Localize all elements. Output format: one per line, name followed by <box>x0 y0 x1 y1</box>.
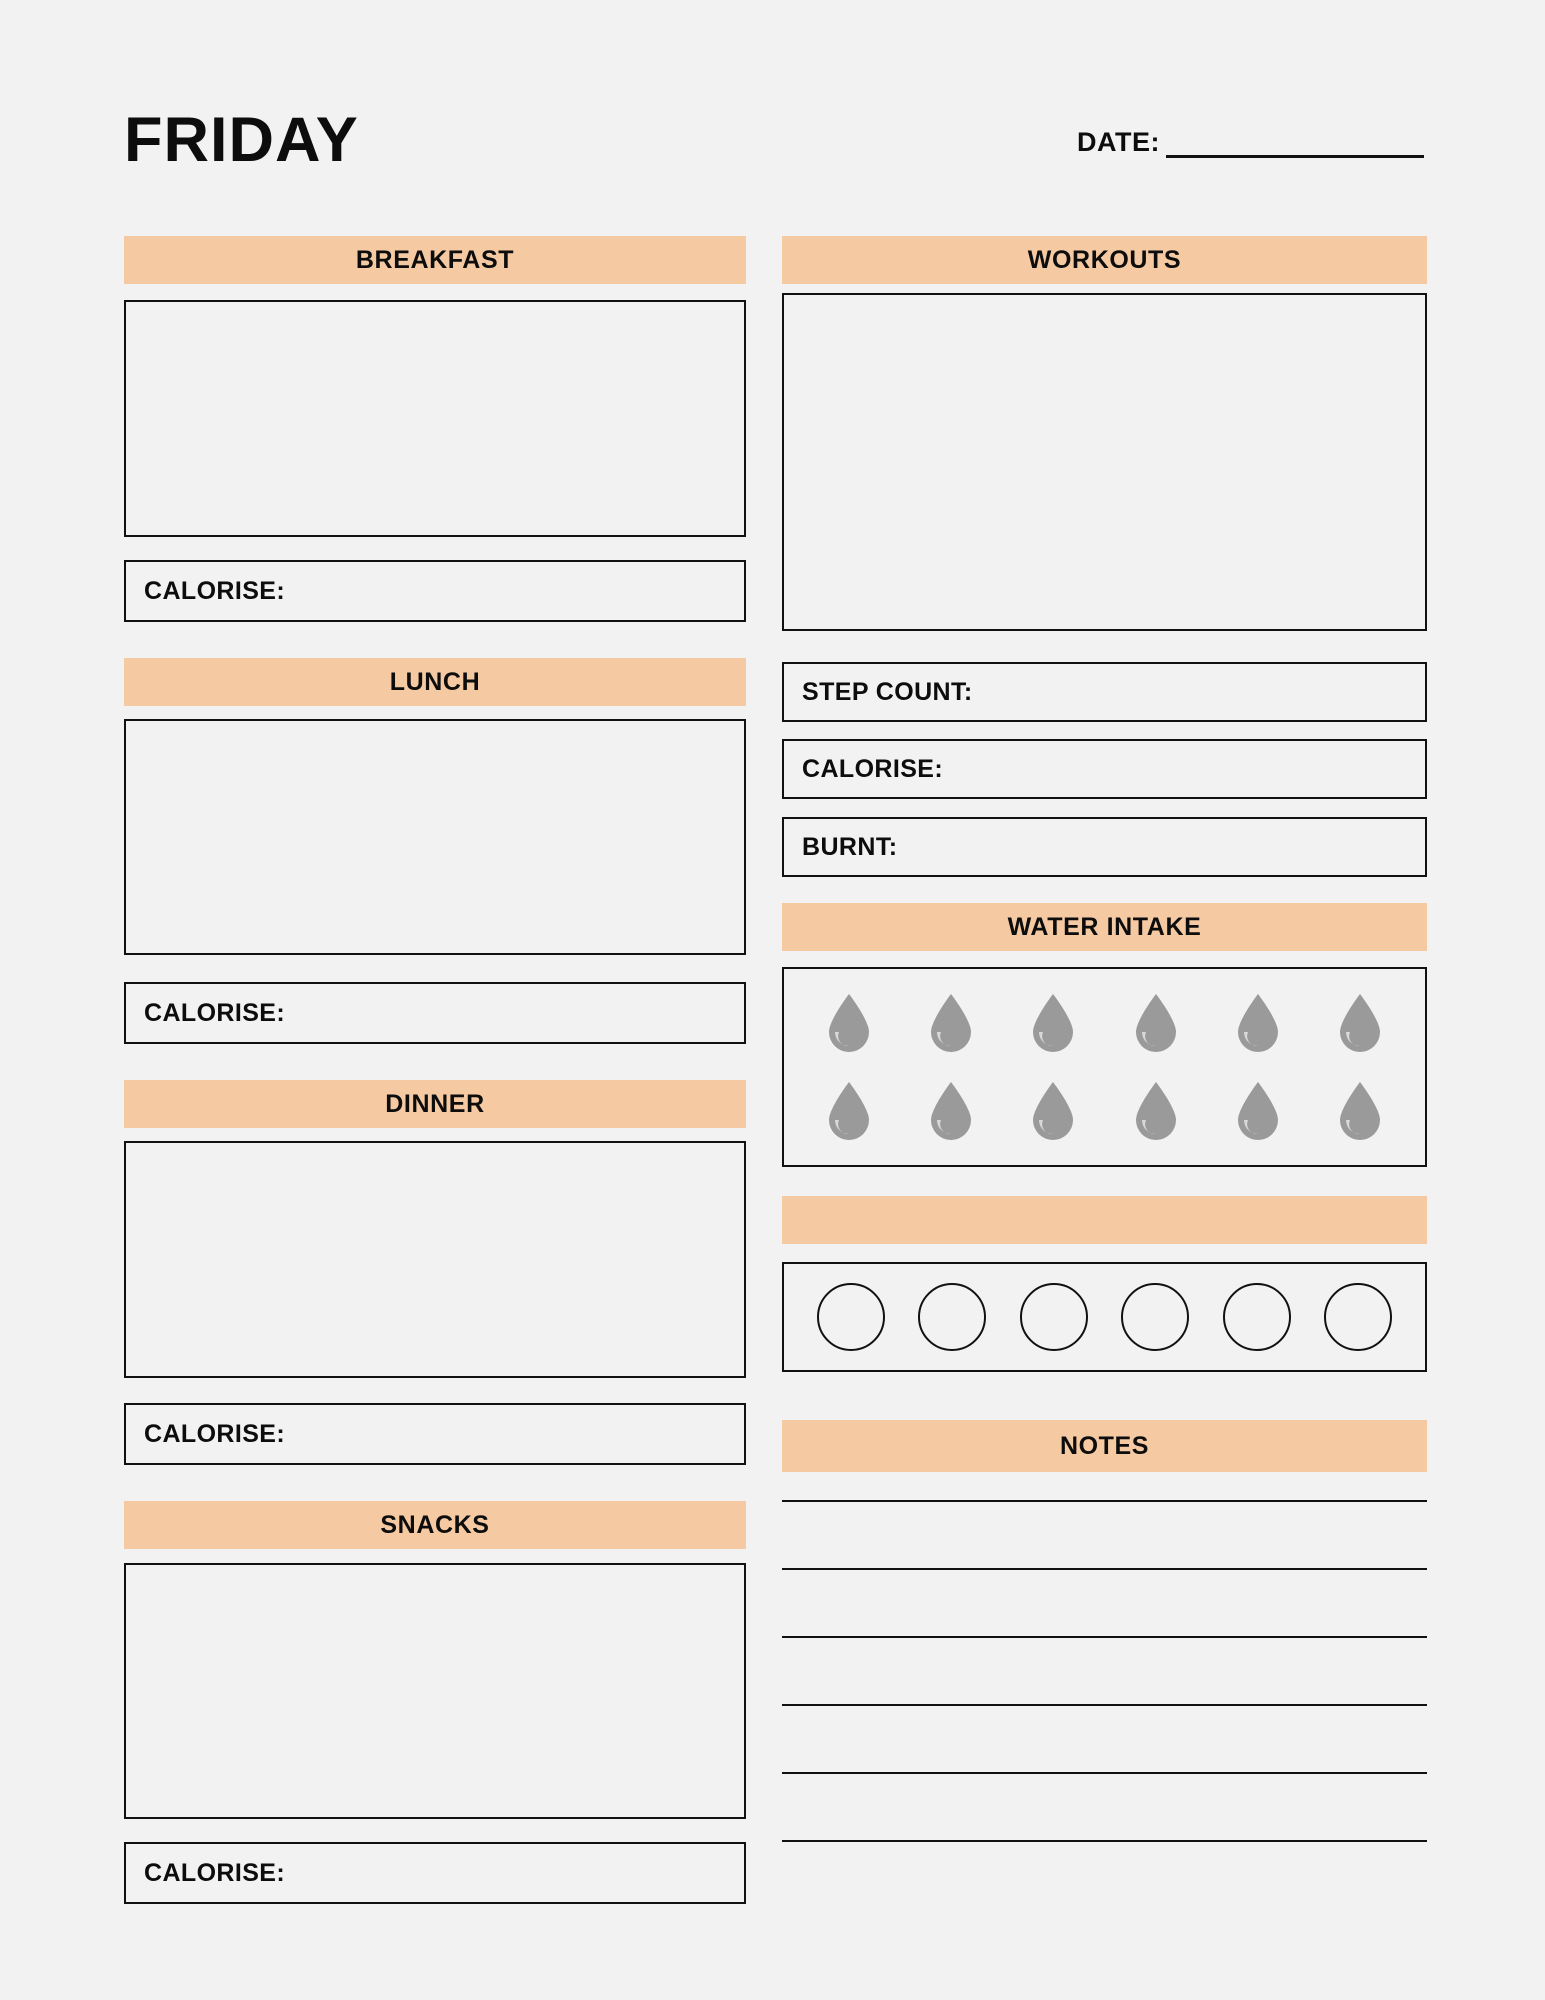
notes-line[interactable] <box>782 1636 1427 1638</box>
section-header-tracker <box>782 1196 1427 1244</box>
snacks-entry-box[interactable] <box>124 1563 746 1819</box>
water-drop-icon[interactable] <box>927 1080 975 1142</box>
water-drop-icon[interactable] <box>825 1080 873 1142</box>
workouts-title: WORKOUTS <box>1027 245 1182 274</box>
section-header-lunch <box>124 658 746 706</box>
section-header-snacks <box>124 1501 746 1549</box>
water-drop-icon[interactable] <box>1336 1080 1384 1142</box>
water-drop-icon[interactable] <box>1336 992 1384 1054</box>
page-title: FRIDAY <box>124 105 359 175</box>
tracker-circle[interactable] <box>1223 1283 1291 1351</box>
notes-line[interactable] <box>782 1500 1427 1502</box>
burnt-label: BURNT: <box>802 832 898 861</box>
workout-calories-field[interactable] <box>782 739 1427 799</box>
lunch-entry-box[interactable] <box>124 719 746 955</box>
section-header-water-intake <box>782 903 1427 951</box>
lunch-calories-label: CALORISE: <box>144 998 286 1027</box>
tracker-circle[interactable] <box>1324 1283 1392 1351</box>
tracker-circle[interactable] <box>918 1283 986 1351</box>
water-drop-icon[interactable] <box>1132 1080 1180 1142</box>
date-input[interactable] <box>1166 129 1424 158</box>
tracker-circle[interactable] <box>817 1283 885 1351</box>
notes-line[interactable] <box>782 1772 1427 1774</box>
burnt-field[interactable] <box>782 817 1427 877</box>
date-label: DATE: <box>1077 127 1160 157</box>
section-header-workouts <box>782 236 1427 284</box>
dinner-calories-field[interactable] <box>124 1403 746 1465</box>
lunch-title: LUNCH <box>389 667 481 696</box>
section-header-dinner <box>124 1080 746 1128</box>
section-header-notes <box>782 1420 1427 1472</box>
date-row <box>1077 127 1424 158</box>
dinner-title: DINNER <box>385 1089 485 1118</box>
page-header <box>124 105 1424 185</box>
notes-line[interactable] <box>782 1568 1427 1570</box>
water-drop-icon[interactable] <box>1234 1080 1282 1142</box>
snacks-calories-field[interactable] <box>124 1842 746 1904</box>
workouts-entry-box[interactable] <box>782 293 1427 631</box>
step-count-label: STEP COUNT: <box>802 677 973 706</box>
notes-line[interactable] <box>782 1840 1427 1842</box>
breakfast-calories-label: CALORISE: <box>144 576 286 605</box>
water-intake-title: WATER INTAKE <box>1007 912 1202 941</box>
notes-lines <box>782 1500 1427 1920</box>
breakfast-entry-box[interactable] <box>124 300 746 537</box>
dinner-calories-label: CALORISE: <box>144 1419 286 1448</box>
water-drop-icon[interactable] <box>1234 992 1282 1054</box>
water-drop-icon[interactable] <box>1132 992 1180 1054</box>
water-drop-icon[interactable] <box>1029 992 1077 1054</box>
notes-line[interactable] <box>782 1704 1427 1706</box>
dinner-entry-box[interactable] <box>124 1141 746 1378</box>
notes-title: NOTES <box>1059 1431 1150 1460</box>
water-intake-grid[interactable] <box>782 967 1427 1167</box>
water-drop-icon[interactable] <box>927 992 975 1054</box>
tracker-circles-row[interactable] <box>782 1262 1427 1372</box>
tracker-circle[interactable] <box>1020 1283 1088 1351</box>
section-header-breakfast <box>124 236 746 284</box>
step-count-field[interactable] <box>782 662 1427 722</box>
workout-calories-label: CALORISE: <box>802 754 944 783</box>
water-drop-icon[interactable] <box>1029 1080 1077 1142</box>
water-drop-icon[interactable] <box>825 992 873 1054</box>
lunch-calories-field[interactable] <box>124 982 746 1044</box>
breakfast-calories-field[interactable] <box>124 560 746 622</box>
tracker-circle[interactable] <box>1121 1283 1189 1351</box>
snacks-calories-label: CALORISE: <box>144 1858 286 1887</box>
snacks-title: SNACKS <box>380 1510 490 1539</box>
breakfast-title: BREAKFAST <box>355 245 515 274</box>
